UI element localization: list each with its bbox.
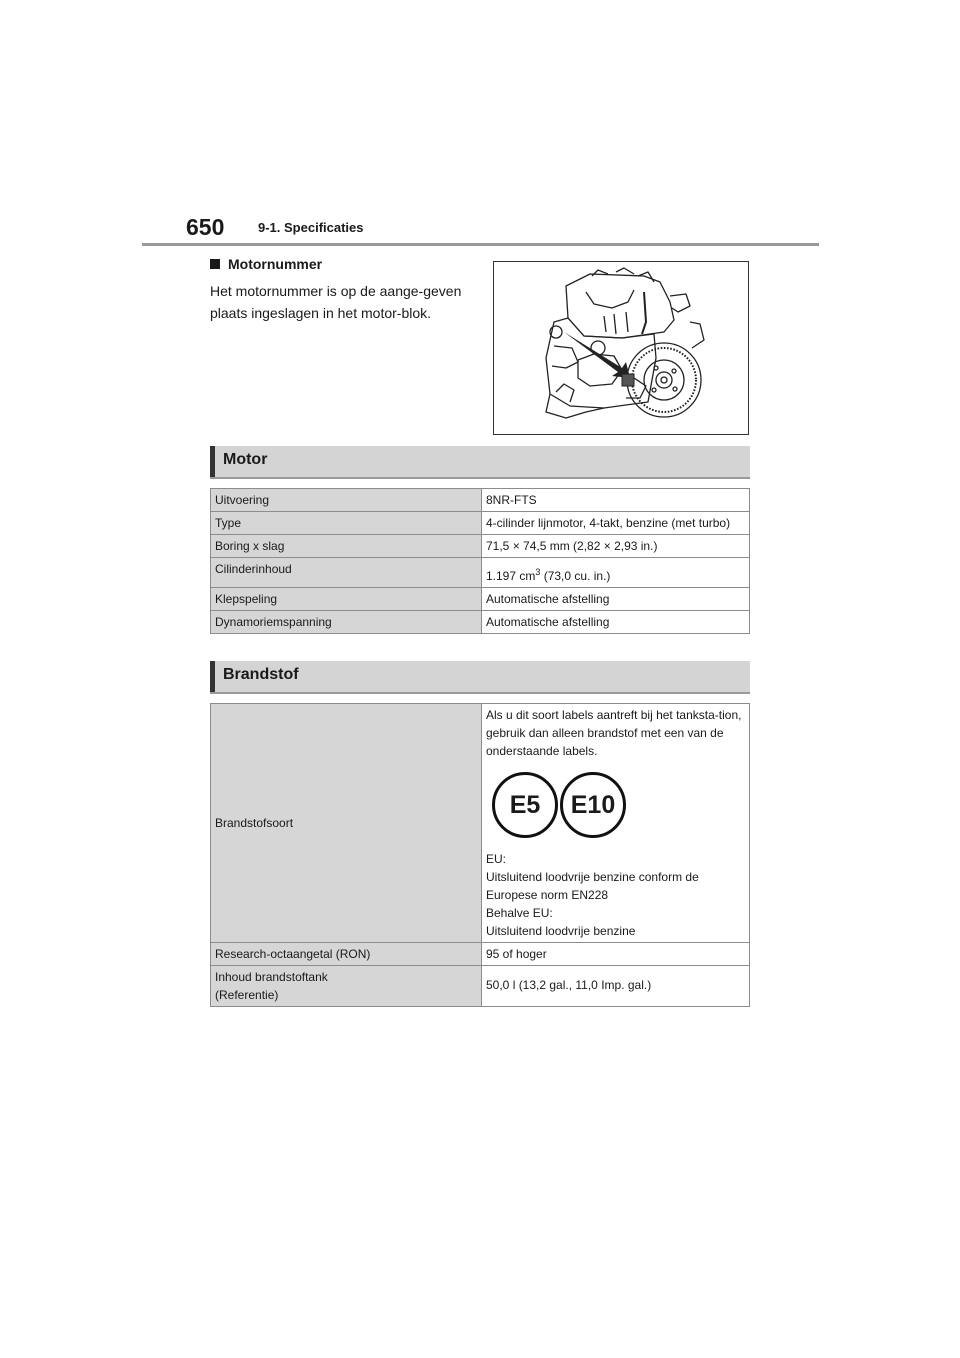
spec-label: Research-octaangetal (RON) (211, 943, 482, 966)
spec-value (482, 558, 750, 588)
table-row (211, 704, 750, 943)
table-row (211, 535, 750, 558)
spec-value: 71,5 × 74,5 mm (2,82 × 2,93 in.) (482, 535, 750, 558)
engine-number-heading (210, 256, 322, 272)
square-bullet-icon (210, 259, 220, 269)
table-row (211, 966, 750, 1007)
spec-label: Type (211, 512, 482, 535)
non-eu-text: Uitsluitend loodvrije benzine (486, 924, 636, 938)
spec-value: 95 of hoger (482, 943, 750, 966)
fuel-section-header (210, 661, 750, 694)
table-row (211, 611, 750, 634)
eu-text: Uitsluitend loodvrije benzine conform de Europese norm EN228 (486, 870, 699, 902)
eu-heading: EU: (486, 852, 507, 866)
spec-label: Boring x slag (211, 535, 482, 558)
indicator-arrow-icon (564, 332, 630, 378)
displacement-value: 1.197 cm (486, 569, 536, 583)
spec-value: 50,0 l (13,2 gal., 11,0 Imp. gal.) (482, 966, 750, 1007)
table-row (211, 512, 750, 535)
spec-label: Brandstofsoort (211, 704, 482, 943)
fuel-section-title: Brandstof (223, 666, 299, 683)
table-row (211, 943, 750, 966)
spec-value: 8NR-FTS (482, 489, 750, 512)
spec-value: Automatische afstelling (482, 588, 750, 611)
engine-illustration (493, 261, 749, 435)
fuel-type-value (482, 704, 750, 943)
fuel-label-intro: Als u dit soort labels aantreft bij het tanksta-tion, gebruik dan alleen brandstof met een van de onderstaande labels. (486, 708, 742, 758)
e5-label-icon: E5 (492, 772, 558, 838)
spec-label: Klepspeling (211, 588, 482, 611)
header-divider (142, 243, 819, 246)
section-title: 9-1. Specificaties (258, 220, 364, 235)
non-eu-heading: Behalve EU: (486, 906, 553, 920)
displacement-value-imperial: (73,0 cu. in.) (540, 569, 611, 583)
spec-value: Automatische afstelling (482, 611, 750, 634)
table-row (211, 558, 750, 588)
engine-drawing-icon (494, 262, 748, 434)
spec-label-line: (Referentie) (215, 988, 279, 1002)
spec-label (211, 966, 482, 1007)
fuel-spec-table (210, 703, 750, 1007)
table-row (211, 588, 750, 611)
motor-section-title: Motor (223, 451, 268, 468)
motor-section-header (210, 446, 750, 479)
engine-number-text: Het motornummer is op de aange-geven plaats ingeslagen in het motor-blok. (210, 283, 462, 321)
page-number: 650 (186, 214, 225, 240)
section-marker (210, 661, 215, 692)
engine-number-heading-text: Motornummer (228, 256, 323, 272)
e10-label-icon: E10 (560, 772, 626, 838)
spec-value: 4-cilinder lijnmotor, 4-takt, benzine (met turbo) (482, 512, 750, 535)
spec-label: Cilinderinhoud (211, 558, 482, 588)
motor-spec-table (210, 488, 750, 634)
superscript-cubed: 3 (535, 567, 541, 577)
spec-label: Dynamoriemspanning (211, 611, 482, 634)
section-marker (210, 446, 215, 477)
spec-label-line: Inhoud brandstoftank (215, 970, 328, 984)
spec-label: Uitvoering (211, 489, 482, 512)
table-row (211, 489, 750, 512)
fuel-label-badges (492, 772, 745, 838)
